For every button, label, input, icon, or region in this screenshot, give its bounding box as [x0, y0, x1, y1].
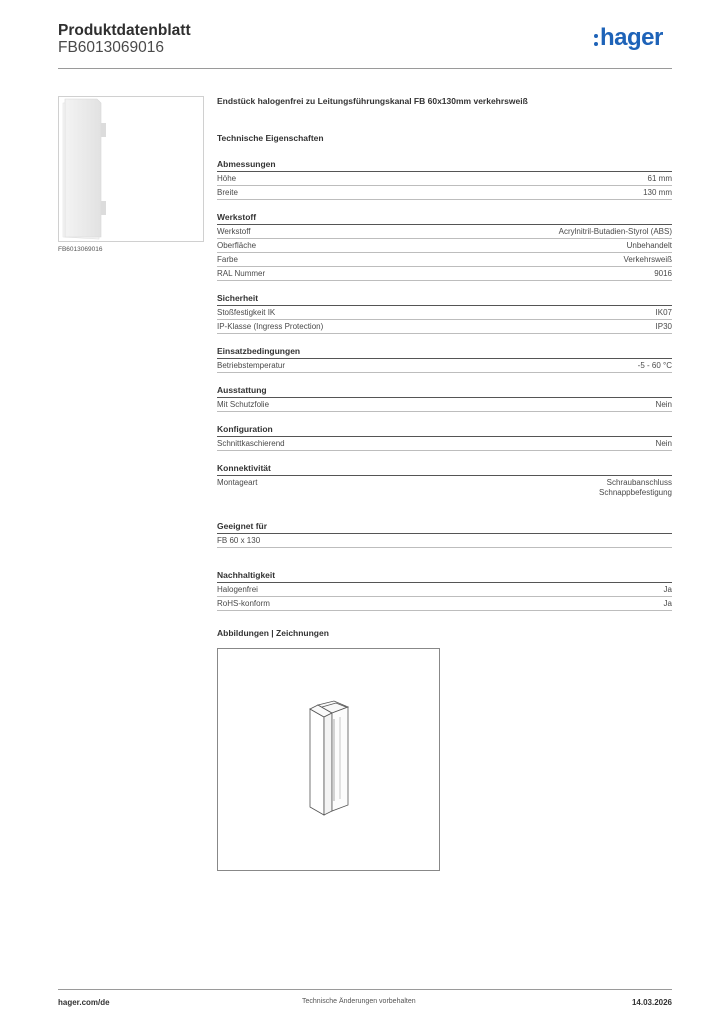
spec-value: [599, 478, 672, 498]
footer-divider: [58, 989, 672, 990]
spec-row: [217, 239, 672, 253]
section-title: Abmessungen: [217, 159, 672, 172]
article-number: FB6013069016: [58, 39, 165, 56]
spec-row: [217, 186, 672, 200]
section-abmessungen: [217, 159, 672, 200]
spec-label: Werkstoff: [217, 227, 251, 236]
spec-row: [217, 320, 672, 334]
spec-label: Breite: [217, 188, 238, 197]
product-description: Endstück halogenfrei zu Leitungsführungskanal FB 60x130mm verkehrsweiß: [217, 96, 528, 106]
spec-value: Nein: [655, 439, 672, 448]
spec-label: Stoßfestigkeit IK: [217, 308, 276, 317]
spec-row: [217, 359, 672, 373]
spec-row: [217, 225, 672, 239]
spec-label: Höhe: [217, 174, 237, 183]
section-title: Geeignet für: [217, 521, 672, 534]
spec-label: Oberfläche: [217, 241, 257, 250]
section-geeignet-fuer: [217, 521, 672, 548]
section-werkstoff: [217, 212, 672, 281]
spec-value: 130 mm: [643, 188, 672, 197]
thumbnail-caption: FB6013069016: [58, 246, 103, 253]
page-title: Produktdatenblatt: [58, 22, 191, 39]
section-title: Konfiguration: [217, 424, 672, 437]
spec-label: Schnittkaschierend: [217, 439, 285, 448]
spec-row: [217, 306, 672, 320]
spec-label: FB 60 x 130: [217, 536, 261, 545]
product-drawing-icon: [218, 649, 439, 870]
section-nachhaltigkeit: [217, 570, 672, 611]
spec-value: Nein: [655, 400, 672, 409]
spec-value-line: Schnappbefestigung: [599, 488, 672, 497]
footer-website: hager.com/de: [58, 998, 110, 1007]
specs-area: [217, 96, 672, 611]
tech-heading: Technische Eigenschaften: [217, 133, 324, 143]
spec-value: Acrylnitril-Butadien-Styrol (ABS): [558, 227, 672, 236]
spec-row: [217, 172, 672, 186]
spec-label: RAL Nummer: [217, 269, 266, 278]
spec-row: [217, 437, 672, 451]
spec-row: [217, 253, 672, 267]
spec-value: -5 - 60 °C: [637, 361, 672, 370]
spec-row: [217, 267, 672, 281]
section-title: Werkstoff: [217, 212, 672, 225]
spec-value: Ja: [663, 585, 672, 594]
section-einsatzbedingungen: [217, 346, 672, 373]
spec-row: [217, 583, 672, 597]
header-divider: [58, 68, 672, 69]
product-thumbnail: [58, 96, 204, 242]
footer-notice: Technische Änderungen vorbehalten: [302, 998, 416, 1005]
logo-dots-icon: [594, 34, 599, 50]
product-photo-icon: [59, 97, 203, 241]
logo-text: hager: [600, 24, 663, 51]
spec-value: Unbehandelt: [626, 241, 672, 250]
spec-value: Verkehrsweiß: [623, 255, 672, 264]
spec-value: IP30: [655, 322, 672, 331]
section-title: Einsatzbedingungen: [217, 346, 672, 359]
spec-label: Mit Schutzfolie: [217, 400, 270, 409]
spec-label: Betriebstemperatur: [217, 361, 286, 370]
section-title: Sicherheit: [217, 293, 672, 306]
spec-row: [217, 398, 672, 412]
spec-row: [217, 597, 672, 611]
section-ausstattung: [217, 385, 672, 412]
figures-heading: Abbildungen | Zeichnungen: [217, 628, 329, 638]
spec-value: 9016: [654, 269, 672, 278]
spec-label: Farbe: [217, 255, 238, 264]
drawing-frame: [217, 648, 440, 871]
spec-value-line: Schraubanschluss: [606, 478, 672, 487]
spec-label: Halogenfrei: [217, 585, 258, 594]
spec-value: Ja: [663, 599, 672, 608]
spec-value: 61 mm: [647, 174, 672, 183]
spec-label: RoHS-konform: [217, 599, 270, 608]
section-konfiguration: [217, 424, 672, 451]
footer-date: 14.03.2026: [631, 998, 672, 1007]
spec-row: [217, 476, 672, 499]
section-konnektivitaet: [217, 463, 672, 499]
spec-label: IP-Klasse (Ingress Protection): [217, 322, 324, 331]
section-sicherheit: [217, 293, 672, 334]
section-title: Ausstattung: [217, 385, 672, 398]
section-title: Konnektivität: [217, 463, 672, 476]
spec-value: IK07: [655, 308, 672, 317]
spec-label: Montageart: [217, 478, 258, 487]
spec-row: [217, 534, 672, 548]
section-title: Nachhaltigkeit: [217, 570, 672, 583]
